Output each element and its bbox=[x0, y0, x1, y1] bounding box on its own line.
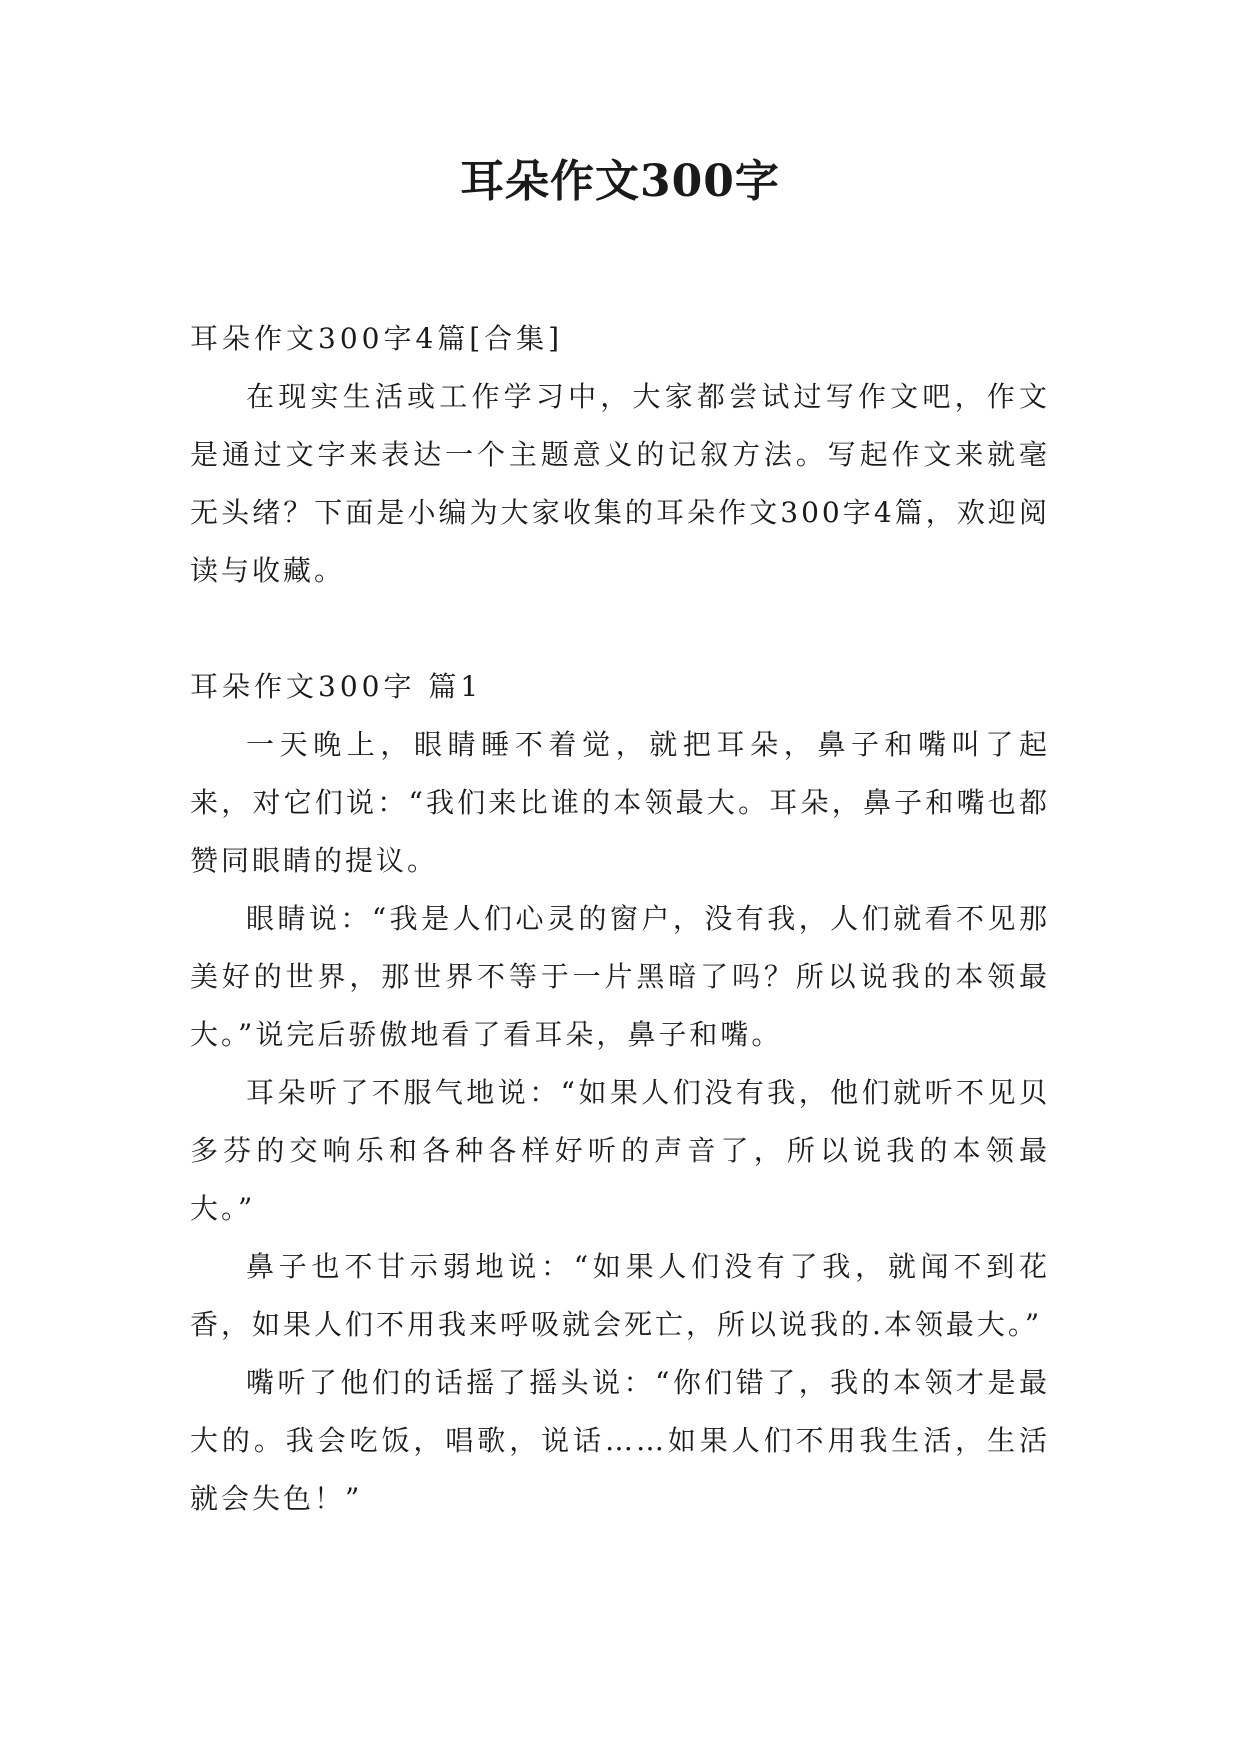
section-paragraph: 一天晚上，眼睛睡不着觉，就把耳朵，鼻子和嘴叫了起来，对它们说：“我们来比谁的本领最大。耳朵，鼻子和嘴也都赞同眼睛的提议。 bbox=[190, 728, 1050, 877]
document-title: 耳朵作文300字 bbox=[460, 156, 780, 207]
section-heading: 耳朵作文300字 篇1 bbox=[190, 670, 483, 703]
section-paragraph: 鼻子也不甘示弱地说：“如果人们没有了我，就闻不到花香，如果人们不用我来呼吸就会死亡，所以说我的.本领最大。” bbox=[190, 1250, 1050, 1341]
section-paragraph: 眼睛说：“我是人们心灵的窗户，没有我，人们就看不见那美好的世界，那世界不等于一片黑暗了吗？所以说我的本领最大。”说完后骄傲地看了看耳朵，鼻子和嘴。 bbox=[190, 902, 1050, 1051]
intro-paragraph: 在现实生活或工作学习中，大家都尝试过写作文吧，作文是通过文字来表达一个主题意义的记叙方法。写起作文来就毫无头绪？下面是小编为大家收集的耳朵作文300字4篇，欢迎阅读与收藏。 bbox=[190, 380, 1050, 587]
section-paragraph: 嘴听了他们的话摇了摇头说：“你们错了，我的本领才是最大的。我会吃饭，唱歌，说话……如果人们不用我生活，生活就会失色！” bbox=[190, 1366, 1050, 1515]
intro-heading: 耳朵作文300字4篇[合集] bbox=[190, 322, 564, 355]
section-paragraph: 耳朵听了不服气地说：“如果人们没有我，他们就听不见贝多芬的交响乐和各种各样好听的声音了，所以说我的本领最大。” bbox=[190, 1076, 1050, 1225]
document-page bbox=[190, 150, 1050, 1528]
section-spacer bbox=[190, 600, 1050, 658]
